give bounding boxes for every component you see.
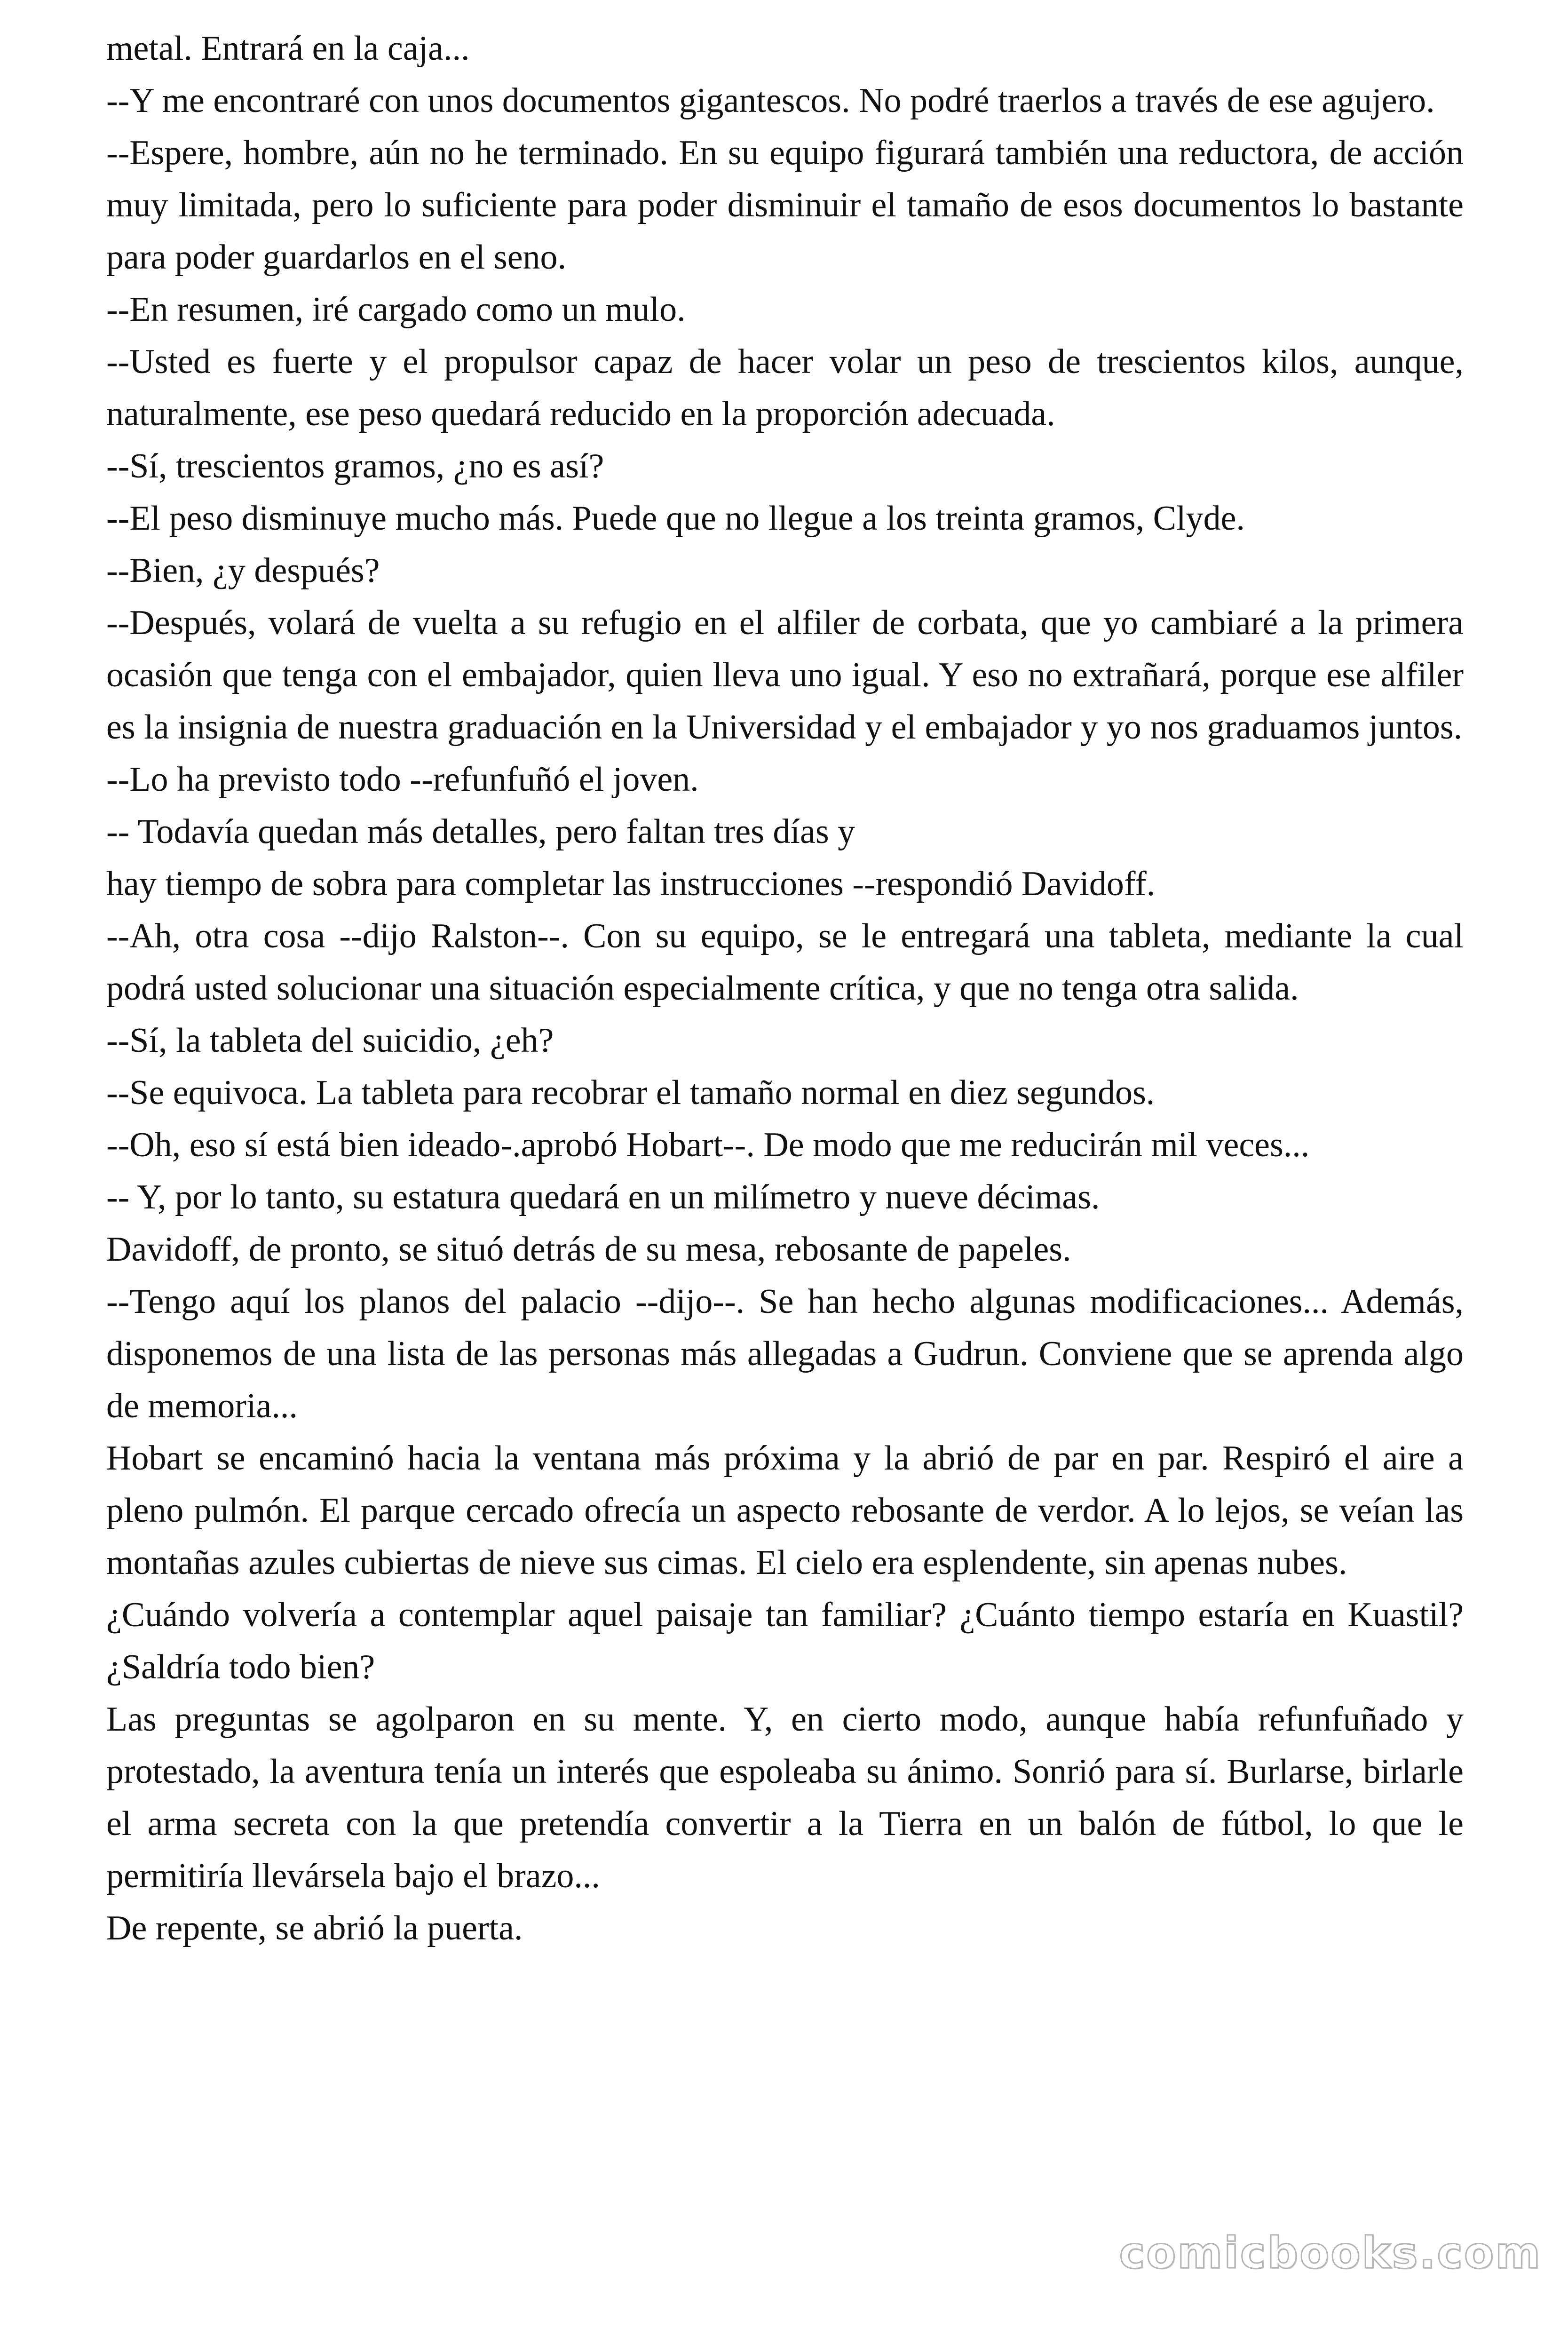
paragraph-14: --Sí, la tableta del suicidio, ¿eh? — [106, 1021, 554, 1060]
paragraph-10: --Lo ha previsto todo --refunfuñó el joven. — [106, 760, 699, 799]
paragraph-19: --Tengo aquí los planos del palacio --dijo--. Se han hecho algunas modificaciones... Además, disponemos de una lista de las personas más allegadas a Gudrun. Conviene que se aprenda algo de memoria... — [106, 1282, 1464, 1425]
watermark-logo: comicbooks.com — [1119, 2228, 1542, 2278]
paragraph-22: Las preguntas se agolparon en su mente. Y, en cierto modo, aunque había refunfuñado y protestado, la aventura tenía un interés que espoleaba su ánimo. Sonrió para sí. Burlarse, birlarle el arma secreta con la que pretendía convertir a la Tierra en un balón de fútbol, lo que le permitiría llevársela bajo el brazo... — [106, 1700, 1464, 1895]
paragraph-3: --Espere, hombre, aún no he terminado. En su equipo figurará también una reductora, de acción muy limitada, pero lo suficiente para poder disminuir el tamaño de esos documentos lo bastante para poder guardarlos en el seno. — [106, 134, 1464, 277]
paragraph-1: metal. Entrará en la caja... — [106, 29, 470, 68]
paragraph-13: --Ah, otra cosa --dijo Ralston--. Con su equipo, se le entregará una tableta, mediante la cual podrá usted solucionar una situación especialmente crítica, y que no tenga otra salida. — [106, 917, 1464, 1008]
paragraph-2: --Y me encontraré con unos documentos gigantescos. No podré traerlos a través de ese agujero. — [106, 81, 1435, 120]
paragraph-11: -- Todavía quedan más detalles, pero faltan tres días y — [106, 812, 855, 851]
paragraph-17: -- Y, por lo tanto, su estatura quedará en un milímetro y nueve décimas. — [106, 1178, 1100, 1216]
paragraph-4: --En resumen, iré cargado como un mulo. — [106, 290, 686, 329]
paragraph-20: Hobart se encaminó hacia la ventana más próxima y la abrió de par en par. Respiró el aire a pleno pulmón. El parque cercado ofrecía un aspecto rebosante de verdor. A lo lejos, se veían las montañas azules cubiertas de nieve sus cimas. El cielo era esplendente, sin apenas nubes. — [106, 1439, 1464, 1582]
paragraph-15: --Se equivoca. La tableta para recobrar el tamaño normal en diez segundos. — [106, 1073, 1155, 1112]
paragraph-6: --Sí, trescientos gramos, ¿no es así? — [106, 447, 604, 485]
paragraph-21: ¿Cuándo volvería a contemplar aquel paisaje tan familiar? ¿Cuánto tiempo estaría en Kuastil? ¿Saldría todo bien? — [106, 1596, 1464, 1686]
book-page — [106, 23, 1464, 1955]
paragraph-23: De repente, se abrió la puerta. — [106, 1909, 523, 1947]
paragraph-7: --El peso disminuye mucho más. Puede que no llegue a los treinta gramos, Clyde. — [106, 499, 1245, 538]
paragraph-5: --Usted es fuerte y el propulsor capaz de hacer volar un peso de trescientos kilos, aunque, naturalmente, ese peso quedará reducido en la proporción adecuada. — [106, 342, 1464, 433]
paragraph-8: --Bien, ¿y después? — [106, 551, 380, 590]
paragraph-16: --Oh, eso sí está bien ideado-.aprobó Hobart--. De modo que me reducirán mil veces... — [106, 1126, 1310, 1164]
paragraph-18: Davidoff, de pronto, se situó detrás de su mesa, rebosante de papeles. — [106, 1230, 1071, 1269]
paragraph-12: hay tiempo de sobra para completar las instrucciones --respondió Davidoff. — [106, 865, 1156, 903]
paragraph-9: --Después, volará de vuelta a su refugio en el alfiler de corbata, que yo cambiaré a la primera ocasión que tenga con el embajador, quien lleva uno igual. Y eso no extrañará, porque ese alfiler es la insignia de nuestra graduación en la Universidad y el embajador y yo nos graduamos juntos. — [106, 604, 1464, 747]
